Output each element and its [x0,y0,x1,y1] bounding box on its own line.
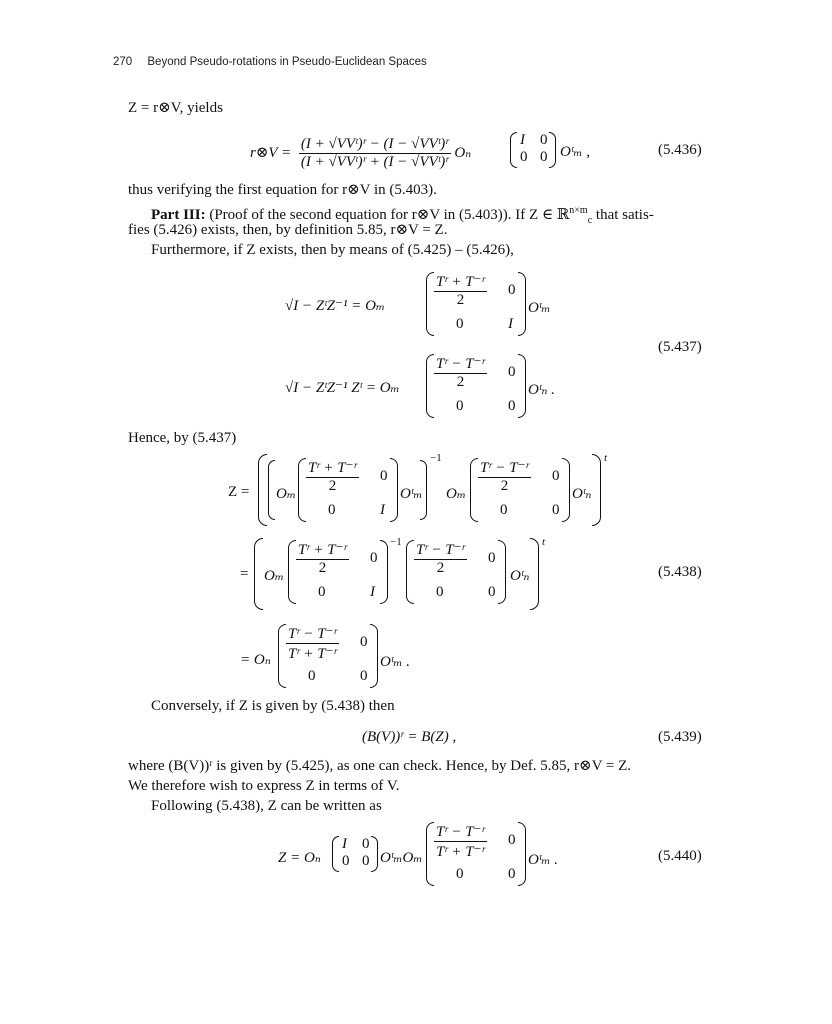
eq436-matrix [510,132,556,168]
eq438-m1-22: I [380,502,385,518]
eq-number-5-440: (5.440) [658,848,702,864]
eq438-t1: t [604,452,608,464]
eq438-m5-21: 0 [308,668,316,684]
eq438-om2: Oₘ [446,486,467,502]
following-line: Following (5.438), Z can be written as [151,798,382,814]
eq438-inv1: −1 [430,452,442,464]
eq438-m4-frac [414,540,467,577]
part3-sub: c [587,215,593,226]
eq438-m2-frac [478,458,531,495]
running-title: Beyond Pseudo-rotations in Pseudo-Euclidean Spaces [147,56,427,68]
eq438-m4-22: 0 [488,584,496,600]
eq438-m3-num: Tʳ + T⁻ʳ [298,542,347,558]
eq436-fraction [299,136,451,171]
eq437b-frac [434,354,487,391]
eq438-m5-22: 0 [360,668,368,684]
eq440-mid: OᵗₘOₘ [380,850,423,866]
eq438-m1-num: Tʳ + T⁻ʳ [308,460,357,476]
eq437b-lhs: √I − ZᵗZ⁻¹ Zᵗ = Oₘ [285,380,400,396]
eq438-t2: t [542,536,546,548]
part3-label: Part III: [151,207,206,223]
eq440-lhs: Z = Oₙ [278,850,321,866]
page-number: 270 [113,56,133,68]
eq438-m2-21: 0 [500,502,508,518]
eq438-m2-den: 2 [500,478,509,494]
eq440-m21: 0 [342,853,350,869]
eq440-m12: 0 [362,836,370,852]
eq438-om3: Oₘ [264,568,285,584]
verify-line: thus verifying the first equation for r⊗V in (5.403). [128,182,437,198]
eq-number-5-436: (5.436) [658,142,702,158]
eq437b-m12: 0 [508,364,516,380]
eq-5-439: (B(V))ʳ = B(Z) , [362,729,457,745]
eq437a-den: 2 [456,292,465,308]
eq437b-den: 2 [456,374,465,390]
eq438-m5-den: Tʳ + T⁻ʳ [288,646,337,662]
eq438-m1-12: 0 [380,468,388,484]
eq436-on: Oₙ [454,144,472,161]
eq438-paren-left [268,460,275,520]
eq438-m5-frac [286,624,339,663]
eq440-m2-den: Tʳ + T⁻ʳ [436,844,485,860]
eq438-tail3: Oᵗₘ . [380,654,411,670]
where-line: where (B(V))ʳ is given by (5.425), as one can check. Hence, by Def. 5.85, r⊗V = Z. [128,758,632,774]
eq438-matrix3 [288,540,388,604]
eq437a-matrix [426,272,526,336]
eq436-numerator: (I + √VVᵗ)ʳ − (I − √VVᵗ)ʳ [300,136,449,152]
eq436-tail: Oᵗₘ , [560,144,591,160]
eq437a-lhs: √I − ZᵗZ⁻¹ = Oₘ [285,298,386,314]
eq440-matrix1 [332,836,378,872]
eq438-matrix1 [298,458,398,522]
eq437a-frac [434,272,487,309]
eq438-m3-den: 2 [318,560,327,576]
eq438-m4-num: Tʳ − T⁻ʳ [416,542,465,558]
eq437a-num: Tʳ + T⁻ʳ [436,274,485,290]
eq437b-matrix [426,354,526,418]
eq438-paren-right [420,460,427,520]
eq440-m2-frac [434,822,487,861]
eq438-m1-21: 0 [328,502,336,518]
eq438-m3-21: 0 [318,584,326,600]
eq438-omt1: Oᵗₘ [400,486,423,502]
eq-number-5-439: (5.439) [658,729,702,745]
eq438-m4-12: 0 [488,550,496,566]
eq437a-m21: 0 [456,316,464,332]
eq438-m5-12: 0 [360,634,368,650]
part3-sup: n×m [569,205,588,216]
eq436-m22: 0 [540,149,548,165]
eq437b-tail: Oᵗₙ . [528,382,555,398]
eq438-brace-left [258,454,267,526]
eq-number-5-438: (5.438) [658,564,702,580]
eq438-m1-frac [306,458,359,495]
eq436-denominator: (I + √VVᵗ)ʳ + (I − √VVᵗ)ʳ [300,154,449,170]
eq440-m2-22: 0 [508,866,516,882]
eq438-brace-right [592,454,601,526]
eq440-matrix2 [426,822,526,886]
eq436-m21: 0 [520,149,528,165]
eq440-tail: Oᵗₘ . [528,852,559,868]
eq438-matrix5 [278,624,378,688]
eq440-m22: 0 [362,853,370,869]
part3-end: that satis- [595,207,654,223]
eq438-m2-12: 0 [552,468,560,484]
eq440-m11: I [342,836,347,852]
eq440-m2-21: 0 [456,866,464,882]
eq436-m11: I [520,132,525,148]
eq438-om1: Oₘ [276,486,297,502]
eq438-brace2-right [530,538,539,610]
eq438-eq2: = [240,566,249,582]
eq438-ont1: Oᵗₙ [572,486,592,502]
eq438-m5-num: Tʳ − T⁻ʳ [288,626,337,642]
eq438-m2-num: Tʳ − T⁻ʳ [480,460,529,476]
running-header [113,56,427,68]
intro-line: Z = r⊗V, yields [128,100,223,116]
eq440-m2-12: 0 [508,832,516,848]
conversely-line: Conversely, if Z is given by (5.438) then [151,698,395,714]
eq438-brace2-left [254,538,263,610]
eq436-lhs: r⊗V = [250,144,292,161]
hence-line: Hence, by (5.437) [128,430,237,446]
eq440-m2-num: Tʳ − T⁻ʳ [436,824,485,840]
eq438-m4-21: 0 [436,584,444,600]
eq438-ont2: Oᵗₙ [510,568,530,584]
fies-line: fies (5.426) exists, then, by definition 5.85, r⊗V = Z. [128,222,448,238]
eq438-m4-den: 2 [436,560,445,576]
eq438-m3-12: 0 [370,550,378,566]
eq438-matrix4 [406,540,506,604]
eq437b-m21: 0 [456,398,464,414]
eq438-matrix2 [470,458,570,522]
eq436-m12: 0 [540,132,548,148]
eq437a-tail: Oᵗₘ [528,300,551,316]
eq437b-m22: 0 [508,398,516,414]
eq-5-436 [250,136,471,171]
eq438-eq3: = Oₙ [240,652,271,668]
furthermore-line: Furthermore, if Z exists, then by means of (5.425) – (5.426), [151,242,514,258]
eq438-m3-frac [296,540,349,577]
part3-text: (Proof of the second equation for r⊗V in (5.403)). If Z ∈ ℝ [209,207,570,223]
eq438-m1-den: 2 [328,478,337,494]
eq437a-m22: I [508,316,513,332]
eq438-m3-22: I [370,584,375,600]
eq437a-m12: 0 [508,282,516,298]
therefore-line: We therefore wish to express Z in terms of V. [128,778,400,794]
eq437b-num: Tʳ − T⁻ʳ [436,356,485,372]
eq438-inv2: −1 [390,536,402,548]
eq438-z: Z = [228,484,250,500]
eq-number-5-437: (5.437) [658,339,702,355]
eq438-m2-22: 0 [552,502,560,518]
